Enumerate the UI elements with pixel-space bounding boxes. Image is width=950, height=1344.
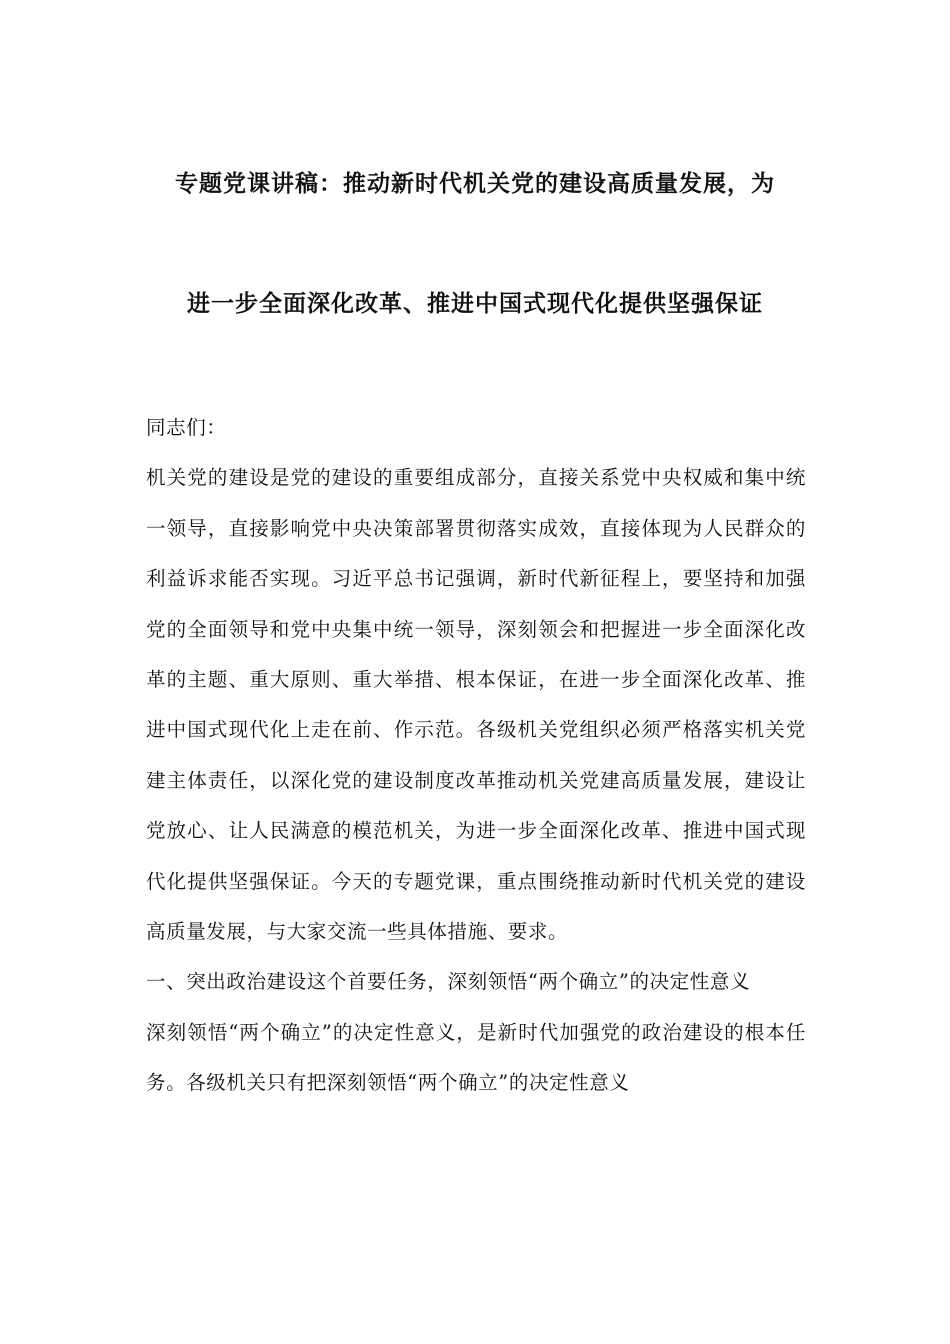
document-title-line-1: 专题党课讲稿：推动新时代机关党的建设高质量发展，为 xyxy=(175,170,775,197)
paragraph-intro: 机关党的建设是党的建设的重要组成部分，直接关系党中央权威和集中统一领导，直接影响党中央决策部署贯彻落实成效，直接体现为人民群众的利益诉求能否实现。习近平总书记强调，新时代新征程上，要坚持和加强党的全面领导和党中央集中统一领导，深刻领会和把握进一步全面深化改革的主题、重大原则、重大举措、根本保证，在进一步全面深化改革、推进中国式现代化上走在前、作示范。各级机关党组织必须严格落实机关党建主体责任，以深化党的建设制度改革推动机关党建高质量发展，建设让党放心、让人民满意的模范机关，为进一步全面深化改革、推进中国式现代化提供坚强保证。今天的专题党课，重点围绕推动新时代机关党的建设高质量发展，与大家交流一些具体措施、要求。 xyxy=(146,466,806,944)
salutation: 同志们： xyxy=(146,416,227,439)
document-title-line-2: 进一步全面深化改革、推进中国式现代化提供坚强保证 xyxy=(187,290,763,317)
paragraph-section-1: 深刻领悟“两个确立”的决定性意义，是新时代加强党的政治建设的根本任务。各级机关只有把深刻领悟“两个确立”的决定性意义 xyxy=(146,1020,806,1095)
section-heading-1: 一、突出政治建设这个首要任务，深刻领悟“两个确立”的决定性意义 xyxy=(146,970,751,994)
document-body xyxy=(146,403,806,1109)
